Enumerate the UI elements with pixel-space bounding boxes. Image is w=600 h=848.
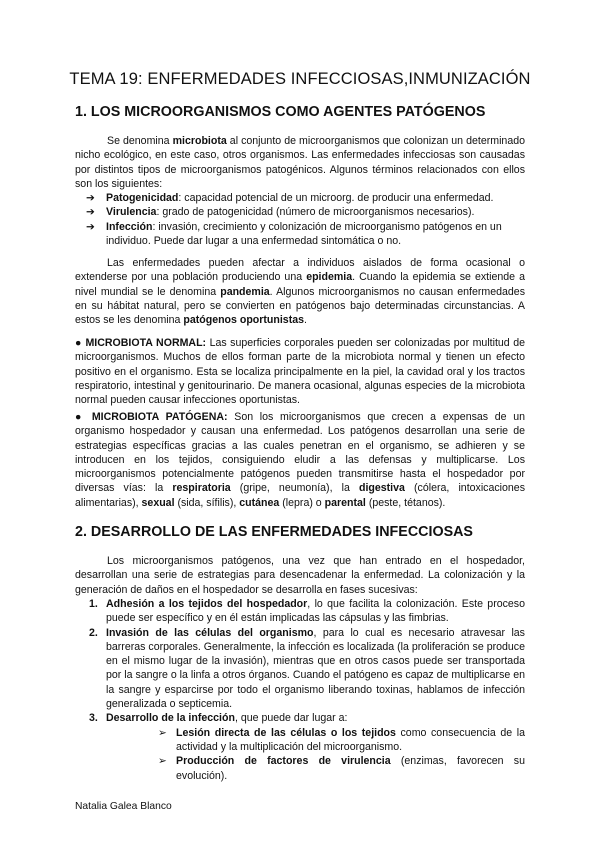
phases-list — [75, 597, 525, 783]
arrowhead-bullet-icon: ➢ — [158, 726, 167, 739]
list-item: 2. Invasión de las células del organismo, para lo cual es necesario atravesar las barreras corporales. Generalmente, la infección es localizada (la proliferación se produce en el mismo lugar de la invasión), mientras que en otros casos puede ser transportada por la sangre o la linfa a otros órganos. Cuando el patógeno es capaz de multiplicarse en la sangre y esparcirse por todo el organismo liberando toxinas, hablamos de infección generalizada o septicemia. — [89, 626, 525, 711]
epidemic-paragraph: Las enfermedades pueden afectar a individuos aislados de forma ocasional o extenderse por una población produciendo una epidemia. Cuando la epidemia se extiende a nivel mundial se le denomina pandemia. Algunos microorganismos no causan enfermedades en su hábitat natural, pero se convierten en patógenos bajo determinadas circunstancias. A estos se les denomina patógenos oportunistas. — [75, 257, 525, 327]
section-2-heading: 2. DESARROLLO DE LAS ENFERMEDADES INFECCIOSAS — [75, 524, 473, 540]
list-item: ➔ Patogenicidad: capacidad potencial de un microorg. de producir una enfermedad. — [86, 192, 494, 204]
arrow-bullet-icon: ➔ — [86, 192, 95, 204]
bullet-icon: ● — [75, 411, 86, 423]
section-1-intro-paragraph: Se denomina microbiota al conjunto de microorganismos que colonizan un determinado nicho ecológico, en este caso, otros organismos. Las enfermedades infecciosas son causadas por distintos tipos de microorganismos patogénicos. Algunos términos relacionados con ellos son los siguientes: — [75, 135, 526, 190]
section-2-intro-paragraph: Los microorganismos patógenos, una vez que han entrado en el hospedador, desarrollan una serie de estrategias para desencadenar la enfermedad. La colonización y la generación de daños en el hospedador se desarrolla en fases sucesivas: — [75, 555, 525, 596]
list-item: 3. Desarrollo de la infección, que puede dar lugar a: ➢ Lesión directa de las células o los tejidos como consecuencia de la actividad y la multiplicación del microorganismo. ➢ Producción de factores de virulencia (enzimas, favorecen su evolución). — [89, 712, 525, 782]
arrow-bullet-icon: ➔ — [86, 220, 95, 233]
list-item: 1. Adhesión a los tejidos del hospedador, lo que facilita la colonización. Este proceso puede ser específico y en él están implicadas las cápsulas y las fimbrias. — [89, 598, 525, 625]
list-item: ➔ Infección: invasión, crecimiento y colonización de microorganismo patógenos en un individuo. Puede dar lugar a una enfermedad sintomática o no. — [86, 220, 502, 247]
list-item: ➢ Lesión directa de las células o los tejidos como consecuencia de la actividad y la multiplicación del microorganismo. — [158, 726, 525, 753]
arrow-bullet-icon: ➔ — [86, 206, 95, 219]
arrowhead-bullet-icon: ➢ — [158, 755, 167, 768]
list-item: ➢ Producción de factores de virulencia (enzimas, favorecen su evolución). — [158, 755, 525, 782]
terms-list — [75, 191, 525, 248]
bullet-icon: ● — [75, 337, 82, 349]
infection-outcomes-list — [106, 726, 525, 783]
page-footer-author: Natalia Galea Blanco — [75, 801, 172, 812]
section-1-heading: 1. LOS MICROORGANISMOS COMO AGENTES PATÓGENOS — [75, 104, 486, 120]
page-title: TEMA 19: ENFERMEDADES INFECCIOSAS,INMUNIZACIÓN — [69, 70, 531, 88]
list-item: ➔ Virulencia: grado de patogenicidad (número de microorganismos necesarios). — [86, 206, 475, 219]
pathogenic-microbiota-paragraph: ● MICROBIOTA PATÓGENA: Son los microorganismos que crecen a expensas de un organismo hospedador y causan una enfermedad. Los patógenos desarrollan una serie de estrategias específicas gracias a las cuales penetran en el organismo, se adhieren y se introducen en los tejidos, consiguiendo eludir a las defensas y multiplicarse. Los microorganismos potencialmente patógenos pueden transmitirse hasta el hospedador por diversas vías: la respiratoria (gripe, neumonía), la digestiva (cólera, intoxicaciones alimentarias), sexual (sida, sífilis), cutánea (lepra) o parental (peste, tétanos). — [75, 411, 525, 509]
normal-microbiota-paragraph: ● MICROBIOTA NORMAL: Las superficies corporales pueden ser colonizadas por multitud de microorganismos. Muchos de ellos forman parte de la microbiota normal y tienen un efecto positivo en el organismo. Esta se localiza principalmente en la piel, la cavidad oral y los tractos respiratorio, intestinal y genitourinario. De manera ocasional, algunas especies de la microbiota normal pueden causar infecciones oportunistas. — [75, 337, 525, 407]
